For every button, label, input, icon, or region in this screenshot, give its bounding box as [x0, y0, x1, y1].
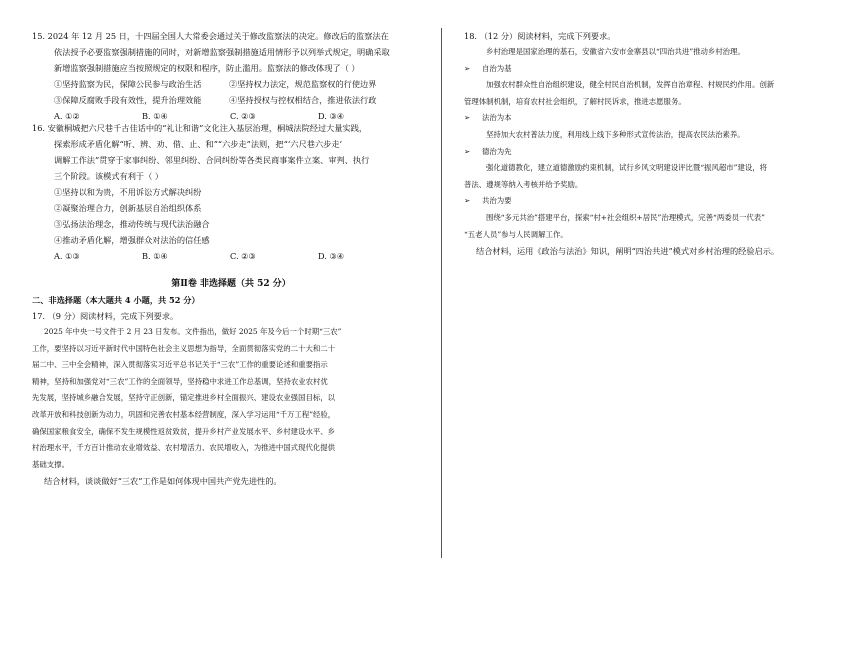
q18-head: 18. （12 分）阅读材料，完成下列要求。	[464, 31, 616, 41]
q17-task: 结合材料，谈谈做好“三农”工作是如何体现中国共产党先进性的。	[44, 476, 282, 487]
question-17	[32, 308, 430, 489]
q18-intro: 乡村治理是国家治理的基石，安徽省六安市金寨县以“四治共进”推动乡村治理。	[486, 47, 745, 56]
q16-line2: 探索形成矛盾化解“听、辨、劝、借、止、和”“六步走”法则，把“‘六尺巷六步走’	[54, 139, 343, 149]
q16-option-a[interactable]: A. ①③	[54, 251, 80, 261]
q16-option-b[interactable]: B. ①④	[142, 251, 168, 261]
q16-statement-2: ②凝聚治理合力，创新基层自治组织体系	[54, 203, 202, 213]
q18-task: 结合材料，运用《政治与法治》知识，阐明“四治共进”模式对乡村治理的经验启示。	[476, 246, 780, 257]
q17-head: 17. （9 分）阅读材料，完成下列要求。	[32, 311, 179, 321]
q15-statement-4: ④坚持授权与控权相结合，推进依法行政	[229, 95, 377, 105]
column-divider	[441, 28, 442, 558]
bullet-arrow-icon: ➢	[464, 146, 471, 156]
q16-option-c[interactable]: C. ②③	[230, 251, 256, 261]
q17-para-line9: 基础支撑。	[32, 459, 69, 469]
q18-block3-line1: 强化道德教化，建立道德激励约束机制，试行乡风文明建设评比暨“振风超市”建设，将	[486, 163, 768, 173]
part2-title: 第Ⅱ卷 非选择题（共 52 分）	[171, 279, 291, 289]
q15-option-c[interactable]: C. ②③	[230, 111, 256, 121]
question-18	[464, 28, 844, 259]
q16-line1: 16. 安徽桐城把六尺巷千古佳话中的“礼让和谐”文化注入基层治理，桐城法院经过大量实践，	[32, 123, 368, 133]
q15-line1: 15. 2024 年 12 月 25 日，十四届全国人大常委会通过关于修改监察法的决定。修改后的监察法在	[32, 31, 389, 41]
q17-para-line7: 确保国家粮食安全，确保不发生规模性返贫致贫，提升乡村产业发展水平、乡村建设水平、乡	[32, 426, 336, 436]
q15-line3: 新增监察强制措施应当按照规定的权限和程序，防止滥用。监察法的修改体现了（ ）	[54, 63, 360, 73]
q16-statement-4: ④推动矛盾化解，增强群众对法治的信任感	[54, 235, 210, 245]
q16-line3: 调解工作法”贯穿于家事纠纷、邻里纠纷、合同纠纷等各类民商事案件立案、审判、执行	[54, 155, 370, 165]
part2-section-heading: 二、非选择题（本大题共 4 小题，共 52 分）	[32, 295, 200, 305]
bullet-arrow-icon: ➢	[464, 196, 471, 206]
q18-block4-line1: 围绕“多元共治”搭建平台，探索“村+社会组织+居民”治理模式，完善“两委员一代表”	[486, 212, 765, 222]
q17-para-line8: 村治理水平，千方百计推动农业增效益、农村增活力、农民增收入，为推进中国式现代化提供	[32, 443, 336, 453]
q15-option-a[interactable]: A. ①②	[54, 111, 80, 121]
q18-block4-title: ➢ 共治为要	[464, 193, 844, 210]
q15-option-d[interactable]: D. ③④	[318, 111, 345, 121]
bullet-arrow-icon: ➢	[464, 63, 471, 73]
q15-statement-1: ①坚持监察为民，保障公民参与政治生活	[54, 79, 202, 89]
q15-statements-row2	[32, 92, 430, 108]
q16-option-d[interactable]: D. ③④	[318, 251, 345, 261]
q18-block3-title: ➢ 德治为先	[464, 144, 844, 161]
q15-statement-2: ②坚持权力法定，规范监察权的行使边界	[229, 79, 377, 89]
q18-block4-line2: “五老人员”参与人民调解工作。	[464, 229, 568, 239]
q16-statement-3: ③弘扬法治理念，推动传统与现代法治融合	[54, 219, 210, 229]
q17-para-line2: 工作，要坚持以习近平新时代中国特色社会主义思想为指导，全面贯彻落实党的二十大和二十	[32, 343, 336, 353]
q17-para-line5: 先发展，坚持城乡融合发展，坚持守正创新，锚定推进乡村全面振兴、建设农业强国目标，以	[32, 393, 336, 403]
q17-para-line3: 届二中、三中全会精神，深入贯彻落实习近平总书记关于“三农”工作的重要论述和重要指示	[32, 360, 328, 370]
q18-block2-title: ➢ 法治为本	[464, 110, 844, 127]
q16-options	[32, 248, 430, 264]
q15-statement-3: ③保障反腐败手段有效性，提升治理效能	[54, 95, 202, 105]
q16-line4: 三个阶段。该模式有利于（ ）	[54, 171, 164, 181]
q18-block2-line1: 坚持加大农村普法力度，利用线上线下多种形式宣传法治，提高农民法治素养。	[486, 129, 745, 139]
q15-statements-row1	[32, 76, 430, 92]
q17-para-line4: 精神，坚持和加强党对“三农”工作的全面领导，坚持稳中求进工作总基调，坚持农业农村优	[32, 376, 328, 386]
bullet-arrow-icon: ➢	[464, 113, 471, 123]
q15-option-b[interactable]: B. ①④	[142, 111, 168, 121]
q17-para-line6: 改革开放和科技创新为动力，巩固和完善农村基本经营制度，深入学习运用“千万工程”经验，	[32, 409, 336, 419]
q15-line2: 依法授予必要监察强制措施的同时，对新增监察强制措施适用情形予以列举式规定，明确采取	[54, 47, 390, 57]
q17-para-line1: 2025 年中央一号文件于 2 月 23 日发布。文件指出，做好 2025 年及今后一个时期“三农”	[44, 327, 342, 336]
q18-block3-line2: 普法、遵规等纳入考核并给予奖励。	[464, 179, 583, 189]
q18-block1-line2: 管理体制机制，培育农村社会组织，了解村民诉求，推进志愿服务。	[464, 96, 686, 106]
q16-statement-1: ①坚持以和为贵，不用诉讼方式解决纠纷	[54, 187, 202, 197]
question-16	[32, 120, 430, 264]
question-15	[32, 28, 430, 124]
q18-block1-line1: 加强农村群众性自治组织建设，健全村民自治机制，发挥自治章程、村规民约作用。创新	[486, 80, 775, 90]
q18-block1-title: ➢ 自治为基	[464, 61, 844, 78]
